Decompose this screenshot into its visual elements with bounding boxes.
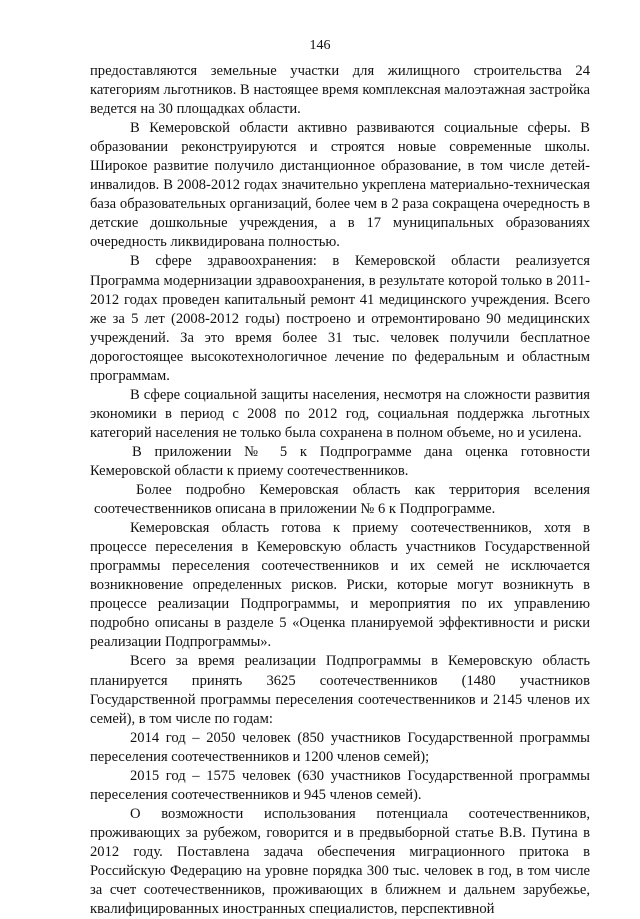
paragraph-education: В Кемеровской области активно развиваются социальные сферы. В образовании реконструируются и строятся новые современные школы. Широкое развитие получило дистанционное образование, в том числе детей-инвалидов. В 2008-2012 годах значительно укреплена материально-техническая база образовательных организаций, более чем в 2 раза сокращена очередность в детские дошкольные учреждения, а в 17 муниципальных образованиях очередность ликвидирована полностью. (90, 120, 590, 251)
paragraph-readiness: Кемеровская область готова к приему соотечественников, хотя в процессе переселения в Кемеровскую область участников Государственной программы переселения соотечественников и их семей не исключается возникновение определенных рисков. Риски, которые могут возникнуть в процессе реализации Подпрограммы, и мероприятия по их управлению подробно описаны в разделе 5 «Оценка планируемой эффективности и риски реализации Подпрограммы». (90, 520, 590, 651)
paragraph-plan-total: Всего за время реализации Подпрограммы в Кемеровскую область планируется принять 3625 соотечественников (1480 участников Государственной программы переселения соотечественников и 2145 членов их семей), в том числе по годам: (90, 653, 590, 727)
paragraph-social-protection: В сфере социальной защиты населения, несмотря на сложности развития экономики в период с 2008 по 2012 год, социальная поддержка льготных категорий населения не только была сохранена в полном объеме, но и усилена. (90, 386, 590, 441)
body-text (90, 62, 590, 919)
paragraph-healthcare: В сфере здравоохранения: в Кемеровской области реализуется Программа модернизации здравоохранения, в результате которой только в 2011-2012 годах проведен капитальный ремонт 41 медицинского учреждения. Всего же за 5 лет (2008-2012 годы) построено и отремонтировано 90 медицинских учреждений. За это время более 31 тыс. человек получили бесплатное дорогостоящее высокотехнологичное лечение по федеральным и областным программам. (90, 253, 590, 384)
page-number: 146 (309, 38, 331, 53)
paragraph-housing: предоставляются земельные участки для жилищного строительства 24 категориям льготников. В настоящее время комплексная малоэтажная застройка ведется на 30 площадках области. (90, 63, 590, 118)
paragraph-appendix-6: Более подробно Кемеровская область как территория вселения соотечественников описана в приложении № 6 к Подпрограмме. (94, 482, 590, 518)
paragraph-appendix-5: В приложении № 5 к Подпрограмме дана оценка готовности Кемеровской области к приему соотечественников. (90, 443, 590, 479)
paragraph-plan-2014: 2014 год – 2050 человек (850 участников Государственной программы переселения соотечественников и 1200 членов семей); (90, 729, 590, 765)
paragraph-potential: О возможности использования потенциала соотечественников, проживающих за рубежом, говорится и в предвыборной статье В.В. Путина в 2012 году. Поставлена задача обеспечения миграционного притока в Российскую Федерацию на уровне порядка 300 тыс. человек в год, в том числе за счет соотечественников, проживающих в ближнем и дальнем зарубежье, квалифицированных иностранных специалистов, перспективной (90, 805, 590, 918)
paragraph-plan-2015: 2015 год – 1575 человек (630 участников Государственной программы переселения соотечественников и 945 членов семей). (90, 767, 590, 803)
